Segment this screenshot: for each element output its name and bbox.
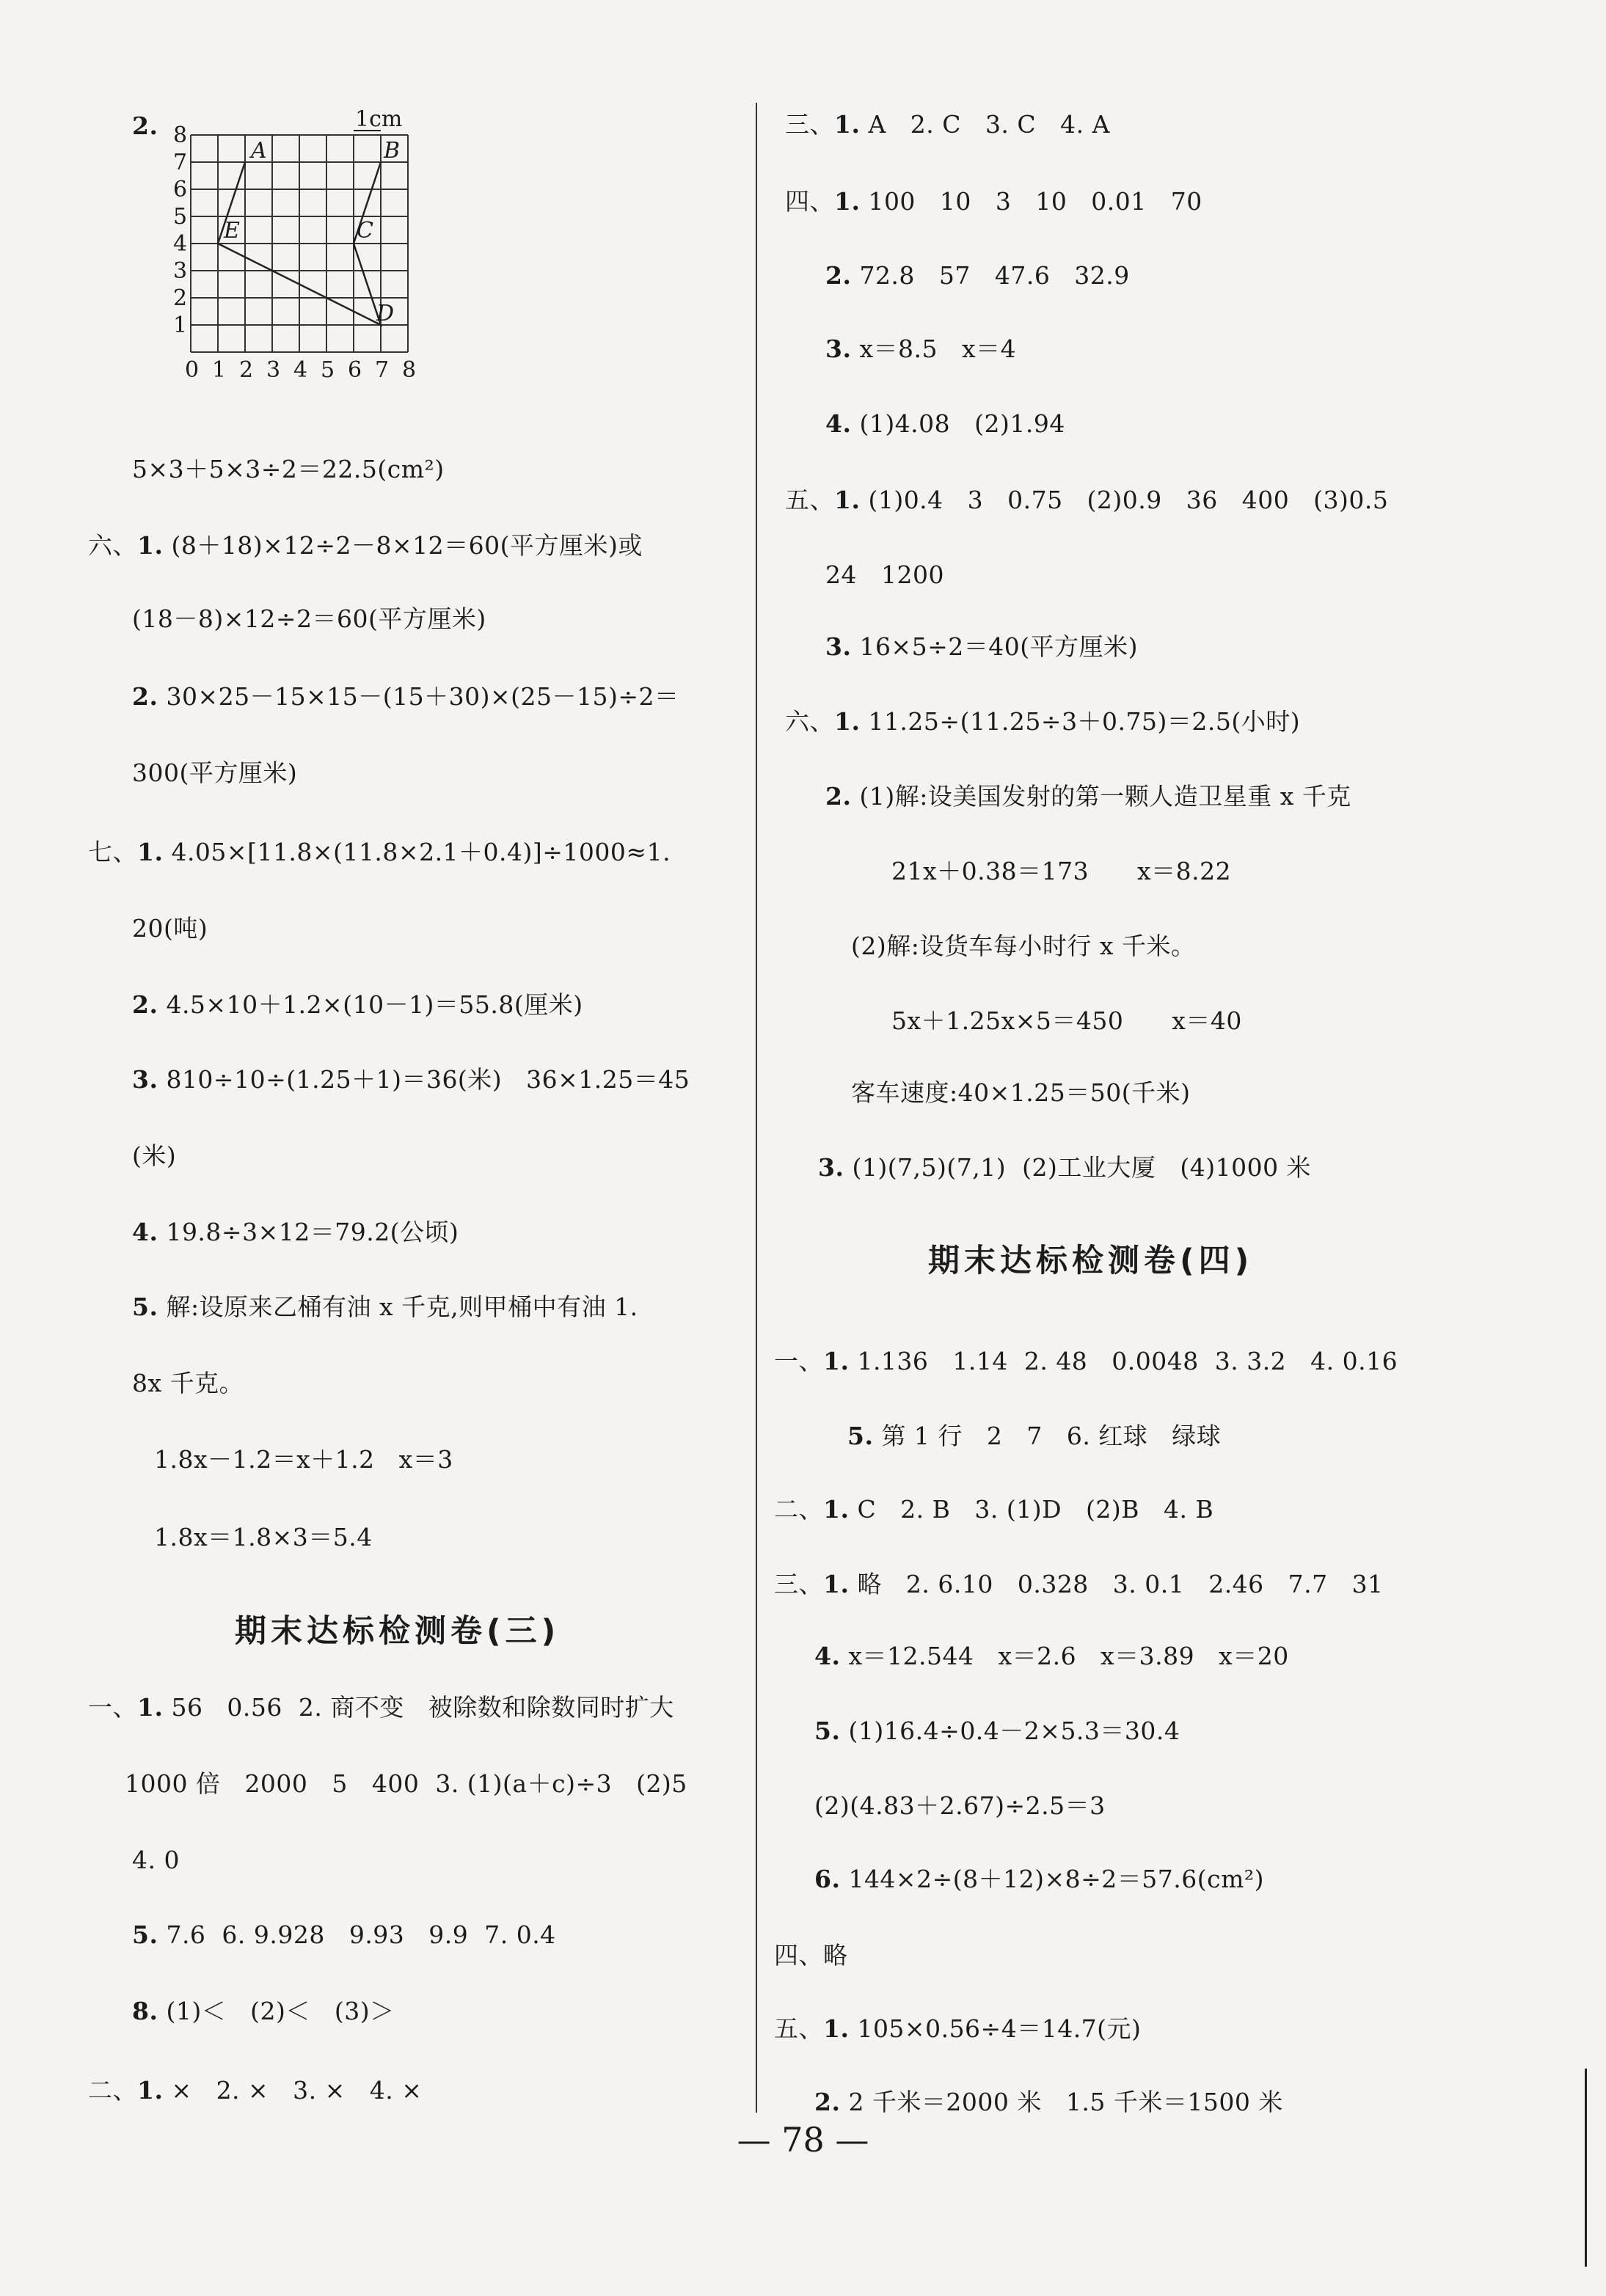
section-number: 五、 [785,486,834,514]
question-number: 2. [132,682,158,711]
answer-line [132,1846,180,1875]
answer-line [88,2076,422,2105]
question-number: 1. [823,1347,850,1375]
question-number: 3. [825,334,852,363]
question-number: 5. [847,1422,874,1450]
section-number: 五、 [774,2014,823,2043]
question-number: 4. [814,1642,841,1670]
question-number: 2. [825,261,852,290]
question-number: 8. [132,1997,158,2025]
answer-line [785,110,1110,139]
answer-line [851,1078,1190,1108]
answer-text: 4.5×10＋1.2×(10－1)＝55.8(厘米) [158,990,583,1019]
answer-text: 1.8x－1.2＝x＋1.2 x＝3 [154,1445,453,1474]
answer-text: (1)0.4 3 0.75 (2)0.9 36 400 (3)0.5 [860,486,1389,514]
answer-line [891,857,1231,886]
section-number: 七、 [88,838,137,866]
question-number: 1. [834,110,861,139]
answer-line [774,1941,848,1970]
section-number: 六、 [785,707,834,736]
answer-line [132,1997,395,2026]
question-number: 3. [132,1065,158,1094]
answer-line [851,932,1195,961]
answer-text: 解:设原来乙桶有油 x 千克,则甲桶中有油 1. [158,1293,638,1321]
point-label: A [251,138,267,164]
question-number: 5. [132,1920,158,1949]
point-label: B [384,138,401,164]
page-edge-mark [1585,2069,1587,2267]
answer-text: (米) [132,1141,177,1170]
x-tick-label: 4 [293,357,308,383]
figure-label: 2. [132,111,158,140]
answer-line [132,682,679,712]
answer-text: x＝12.544 x＝2.6 x＝3.89 x＝20 [840,1642,1289,1670]
heading-exam-3: 期末达标检测卷(三) [235,1613,561,1650]
y-tick-label: 4 [173,231,188,257]
answer-text: 300(平方厘米) [132,758,298,787]
answer-line [132,455,445,484]
column-divider [756,103,757,2113]
answer-text: (1)4.08 (2)1.94 [851,409,1065,438]
section-number: 二、 [774,1495,823,1524]
answer-line [814,2088,1283,2117]
question-number: 1. [137,838,164,866]
answer-line [132,758,297,788]
point-label: D [376,301,395,326]
answer-text: 1000 倍 2000 5 400 3. (1)(a＋c)÷3 (2)5 [125,1769,687,1798]
answer-text: 72.8 57 47.6 32.9 [851,261,1130,290]
answer-text: 略 2. 6.10 0.328 3. 0.1 2.46 7.7 31 [849,1570,1384,1598]
x-tick-label: 8 [402,357,417,383]
answer-text: (1)解:设美国发射的第一颗人造卫星重 x 千克 [851,782,1351,811]
answer-text: 1.136 1.14 2. 48 0.0048 3. 3.2 4. 0.16 [849,1347,1398,1375]
section-number: 四、 [785,187,834,216]
question-number: 1. [137,2076,164,2105]
answer-text: (2)(4.83＋2.67)÷2.5＝3 [814,1791,1106,1820]
answer-text: 5×3＋5×3÷2＝22.5(cm²) [132,455,445,483]
x-tick-label: 3 [266,357,281,383]
answer-text: 4. 0 [132,1846,180,1874]
answer-line [825,409,1065,439]
answer-line [132,1141,176,1171]
y-tick-label: 3 [173,258,188,284]
answer-line [88,1693,674,1722]
answer-line [814,1791,1106,1821]
answer-line [154,1523,373,1552]
answer-line [132,1920,556,1950]
section-number: 一、 [88,1693,137,1722]
answer-text: 20(吨) [132,914,208,943]
y-tick-label: 7 [173,150,188,175]
answer-text: (1)(7,5)(7,1) (2)工业大厦 (4)1000 米 [844,1153,1312,1182]
answer-text: × 2. × 3. × 4. × [163,2076,423,2105]
answer-line [774,1495,1213,1524]
answer-line [814,1642,1289,1671]
x-tick-label: 5 [321,357,335,383]
page-number: — 78 — [737,2120,869,2160]
question-number: 1. [823,2014,850,2043]
question-number: 6. [814,1865,841,1893]
answer-text: 第 1 行 2 7 6. 红球 绿球 [873,1422,1222,1450]
answer-line [825,632,1138,662]
answer-line [132,990,583,1020]
answer-text: 30×25－15×15－(15＋30)×(25－15)÷2＝ [158,682,679,711]
answer-line [774,1570,1384,1599]
x-tick-label: 6 [348,357,362,383]
answer-text: 11.25÷(11.25÷3＋0.75)＝2.5(小时) [860,707,1301,736]
answer-line [132,1065,690,1094]
answer-text: 56 0.56 2. 商不变 被除数和除数同时扩大 [163,1693,674,1722]
answer-text: C 2. B 3. (1)D (2)B 4. B [849,1495,1214,1524]
y-tick-label: 2 [173,285,188,311]
grid-svg [132,110,440,403]
answer-text: 16×5÷2＝40(平方厘米) [851,632,1138,661]
answer-line [818,1153,1311,1182]
answer-text: (1)16.4÷0.4－2×5.3＝30.4 [840,1716,1180,1745]
answer-line [132,1293,638,1322]
section-number: 三、 [774,1570,823,1598]
answer-text: 4.05×[11.8×(11.8×2.1＋0.4)]÷1000≈1. [163,838,671,866]
question-number: 4. [132,1218,158,1246]
question-number: 2. [814,2088,841,2116]
answer-text: 5x＋1.25x×5＝450 x＝40 [891,1006,1242,1035]
answer-text: 7.6 6. 9.928 9.93 9.9 7. 0.4 [158,1920,556,1949]
scale-label: 1cm [355,110,403,132]
answer-line [774,2014,1141,2044]
answer-line [825,334,1016,364]
answer-text: 21x＋0.38＝173 x＝8.22 [891,857,1232,885]
section-number: 三、 [785,110,834,139]
answer-line [125,1769,687,1799]
question-number: 1. [137,1693,164,1722]
answer-text: 客车速度:40×1.25＝50(千米) [851,1078,1191,1107]
answer-text: 8x 千克。 [132,1369,244,1397]
question-number: 2. [825,782,852,811]
answer-line [785,486,1388,515]
question-number: 1. [834,187,861,216]
answer-line [825,782,1351,811]
answer-line [132,1369,244,1398]
answer-line [825,560,944,590]
answer-line [132,604,486,634]
section-number: 六、 [88,531,137,560]
x-tick-label: 7 [375,357,390,383]
question-number: 5. [814,1716,841,1745]
answer-line [785,187,1202,216]
answer-line [88,531,643,560]
heading-exam-4: 期末达标检测卷(四) [928,1243,1254,1279]
answer-line [154,1445,453,1474]
question-number: 1. [823,1495,850,1524]
section-number: 一、 [774,1347,823,1375]
answer-text: (8＋18)×12÷2－8×12＝60(平方厘米)或 [163,531,643,560]
answer-text: 105×0.56÷4＝14.7(元) [849,2014,1142,2043]
section-number: 四、 [774,1941,823,1970]
question-number: 1. [834,486,861,514]
question-number: 1. [823,1570,850,1598]
y-tick-label: 1 [173,312,188,338]
question-number: 3. [818,1153,844,1182]
section-number: 二、 [88,2076,137,2105]
y-tick-label: 6 [173,177,188,202]
answer-text: 100 10 3 10 0.01 70 [860,187,1202,216]
answer-text: 810÷10÷(1.25＋1)＝36(米) 36×1.25＝45 [158,1065,690,1094]
question-number: 3. [825,632,852,661]
answer-line [132,914,208,943]
answer-line [88,838,671,867]
question-number: 4. [825,409,852,438]
answer-text: (2)解:设货车每小时行 x 千米。 [851,932,1196,960]
point-label: C [357,218,373,244]
answer-line [774,1347,1398,1376]
point-label: E [224,218,240,244]
answer-line [814,1716,1180,1746]
answer-text: (18－8)×12÷2＝60(平方厘米) [132,604,486,633]
y-tick-label: 5 [173,204,188,230]
answer-text: 19.8÷3×12＝79.2(公顷) [158,1218,459,1246]
answer-text: (1)＜ (2)＜ (3)＞ [158,1997,395,2025]
answer-text: A 2. C 3. C 4. A [860,110,1110,139]
answer-text: 2 千米＝2000 米 1.5 千米＝1500 米 [840,2088,1283,2116]
answer-text: 144×2÷(8＋12)×8÷2＝57.6(cm²) [840,1865,1264,1893]
answer-text: 1.8x＝1.8×3＝5.4 [154,1523,373,1551]
question-number: 5. [132,1293,158,1321]
question-number: 2. [132,990,158,1019]
x-tick-label: 2 [239,357,254,383]
x-tick-label: 0 [185,357,200,383]
answer-line [785,707,1300,736]
answer-line [891,1006,1242,1036]
answer-text: x＝8.5 x＝4 [851,334,1017,363]
answer-text: 略 [823,1941,848,1970]
question-number: 1. [137,531,164,560]
y-tick-label: 8 [173,123,188,148]
answer-line [847,1422,1221,1451]
coordinate-grid-figure [132,110,440,406]
answer-line [814,1865,1264,1894]
answer-line [132,1218,459,1247]
x-tick-label: 1 [212,357,227,383]
question-number: 1. [834,707,861,736]
answer-text: 24 1200 [825,560,944,589]
answer-line [825,261,1130,290]
